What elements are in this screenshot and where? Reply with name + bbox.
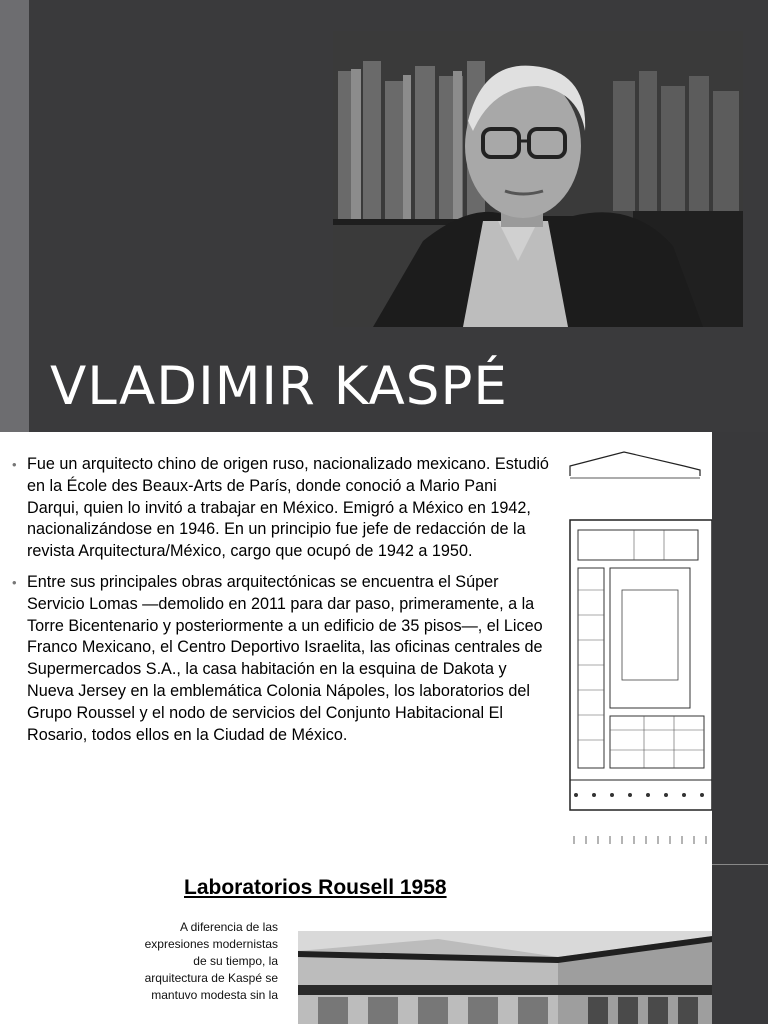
section-title: Laboratorios Rousell 1958 <box>184 876 447 899</box>
laboratorios-slide <box>0 868 712 1024</box>
bullet-icon: • <box>12 457 17 472</box>
bullet-icon: • <box>12 574 17 590</box>
bullet-list <box>12 454 552 755</box>
page-title: VLADIMIR KASPÉ <box>50 356 508 417</box>
slide-divider <box>712 864 768 865</box>
bullet-text: Entre sus principales obras arquitectónicas se encuentra el Súper Servicio Lomas —demolido en 2011 para dar paso, primeramente, a la Torre Bicentenario y posteriormente a un edificio de 35 pisos—, el Liceo Franco Mexicano, el Centro Deportivo Israelita, las oficinas centrales de Supermercados S.A., la casa habitación en la esquina de Dakota y Nueva Jersey en la emblemática Colonia Nápoles, los laboratorios del Grupo Roussel y el nodo de servicios del Conjunto Habitacional El Rosario, todos ellos en la Ciudad de México. <box>27 572 543 744</box>
list-item <box>12 572 552 746</box>
title-slide <box>0 0 768 432</box>
building-photo <box>298 931 720 1024</box>
bullet-text: Fue un arquitecto chino de origen ruso, nacionalizado mexicano. Estudió en la École des Beaux-Arts de París, donde conoció a Mario Pani Darqui, quien lo invitó a trabajar en México. Emigró a México en 1942, nacionalizándose en 1946. En un principio fue jefe de redacción de la revista Arquitectura/México, cargo que ocupó de 1942 a 1950. <box>27 455 549 561</box>
floor-plan-drawing <box>564 440 712 860</box>
portrait-photo <box>333 31 743 327</box>
background-strip <box>712 432 768 1024</box>
accent-bar <box>0 0 29 432</box>
biography-slide <box>0 432 712 868</box>
caption-text: A diferencia de las expresiones modernistas de su tiempo, la arquitectura de Kaspé se mantuvo modesta sin la <box>144 920 278 1002</box>
list-item <box>12 454 552 563</box>
